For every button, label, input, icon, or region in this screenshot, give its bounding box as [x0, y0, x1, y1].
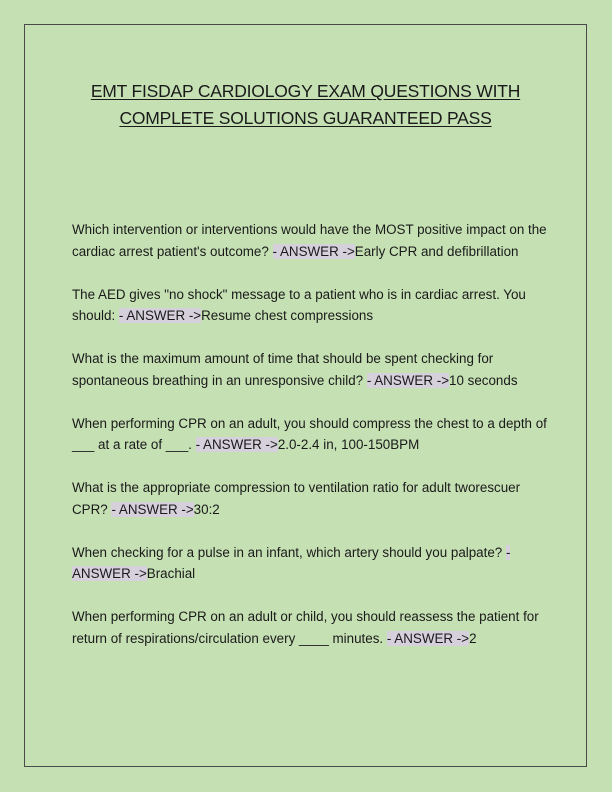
question-text: When performing CPR on an adult, you should compress the chest to a depth of ___ at a rate of ___. [72, 415, 547, 452]
answer-marker: - ANSWER -> [72, 544, 511, 581]
qa-item [72, 542, 552, 585]
answer-text: Brachial [146, 566, 196, 581]
answer-marker: - ANSWER -> [118, 308, 202, 323]
qa-item [72, 284, 552, 327]
question-text: When performing CPR on an adult or child, you should reassess the patient for return of respirations/circulation every ____ minutes. [72, 609, 539, 646]
question-text: What is the maximum amount of time that should be spent checking for spontaneous breathing in an unresponsive child? [72, 351, 494, 388]
answer-marker: - ANSWER -> [366, 372, 450, 388]
answer-text: 10 seconds [449, 372, 518, 388]
answer-text: 30:2 [193, 501, 220, 517]
question-text: The AED gives "no shock" message to a patient who is in cardiac arrest. You should: [72, 286, 526, 323]
answer-text: Early CPR and defibrillation [354, 243, 519, 259]
question-text: Which intervention or interventions would have the MOST positive impact on the cardiac arrest patient's outcome? [72, 222, 547, 259]
qa-list [72, 219, 552, 671]
answer-text: 2.0-2.4 in, 100-150BPM [277, 437, 420, 452]
question-text: What is the appropriate compression to ventilation ratio for adult tworescuer CPR? [72, 480, 521, 517]
question-text: When checking for a pulse in an infant, which artery should you palpate? [72, 544, 506, 560]
answer-marker: - ANSWER -> [386, 630, 470, 646]
title-line-1: EMT FISDAP CARDIOLOGY EXAM QUESTIONS WITH [90, 81, 521, 101]
qa-item [72, 348, 552, 391]
answer-marker: - ANSWER -> [111, 501, 194, 517]
qa-item [72, 606, 552, 649]
answer-marker: - ANSWER -> [272, 243, 355, 259]
qa-item [72, 219, 552, 262]
title-line-2: COMPLETE SOLUTIONS GUARANTEED PASS [119, 108, 492, 128]
qa-item [72, 413, 552, 456]
page-title [24, 78, 587, 132]
qa-item [72, 477, 552, 520]
answer-text: 2 [469, 630, 477, 646]
answer-text: Resume chest compressions [201, 308, 374, 323]
answer-marker: - ANSWER -> [195, 437, 278, 452]
